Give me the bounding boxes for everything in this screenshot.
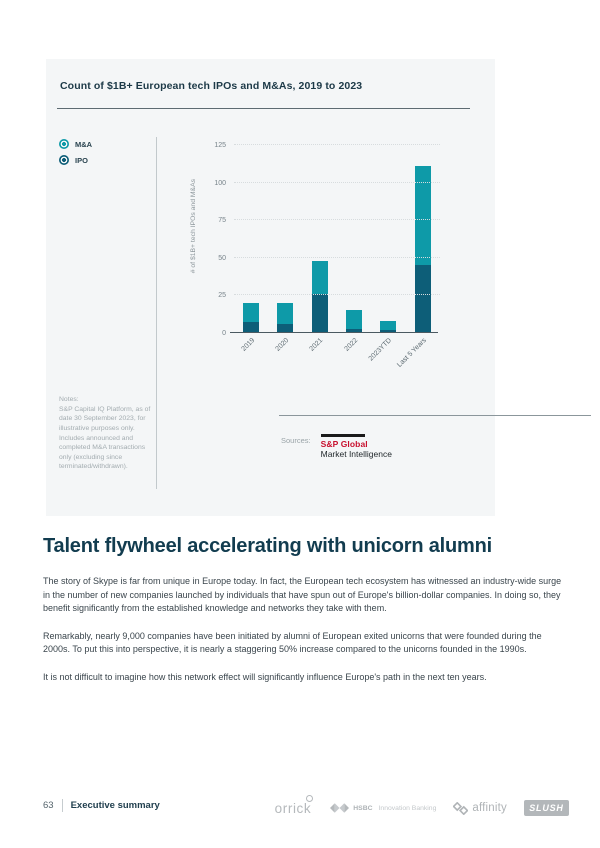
gridline bbox=[234, 294, 440, 295]
orrick-logo-text: orrick bbox=[274, 800, 312, 816]
notes-body: S&P Capital IQ Platform, as of date 30 September 2023, for illustrative purposes only. Includes announced and completed M&A transactions only (excluding since terminated/withdrawn). bbox=[59, 405, 151, 471]
page-number: 63 bbox=[43, 800, 54, 811]
bars-row bbox=[234, 145, 440, 369]
gridline bbox=[234, 144, 440, 145]
sources-rule bbox=[279, 415, 591, 416]
chart-notes bbox=[59, 395, 153, 472]
affinity-mark-icon bbox=[453, 802, 468, 815]
bar-segment-IPO bbox=[415, 265, 431, 333]
y-tick-label: 100 bbox=[214, 179, 226, 187]
sp-global-logo-name: S&P Global bbox=[320, 438, 368, 449]
bar-slot bbox=[303, 145, 337, 353]
x-tick-label: 2021 bbox=[308, 337, 325, 353]
bar-slot bbox=[367, 145, 405, 363]
y-axis-ticks bbox=[204, 142, 230, 337]
y-tick-label: 75 bbox=[218, 217, 226, 225]
stacked-bar-2020 bbox=[277, 303, 293, 333]
body-paragraph: The story of Skype is far from unique in Europe today. In fact, the European tech ecosystem has witnessed an industry-wide surge in the number of new companies launched by individuals that have spun out of Europe's billion-dollar companies. In doing so, they benefit significantly from the established knowledge and networks they take with them. bbox=[43, 576, 562, 613]
x-tick-label: 2023YTD bbox=[367, 337, 394, 363]
sp-global-logo-bar bbox=[321, 434, 365, 437]
y-tick-label: 25 bbox=[218, 292, 226, 300]
chart-card bbox=[46, 59, 495, 516]
chart-region bbox=[157, 59, 495, 516]
bar-slot bbox=[395, 145, 439, 369]
x-tick-label: 2020 bbox=[274, 337, 291, 353]
bar-slot bbox=[337, 145, 371, 353]
legend-label: M&A bbox=[75, 139, 93, 149]
gridline bbox=[234, 219, 440, 220]
legend-marker-icon bbox=[59, 155, 69, 165]
stacked-bar-2022 bbox=[346, 310, 362, 333]
main-content bbox=[43, 533, 564, 698]
y-tick-label: 50 bbox=[218, 254, 226, 262]
bar-segment-M&A bbox=[277, 303, 293, 324]
footer-logos bbox=[275, 793, 569, 823]
sp-global-logo bbox=[321, 434, 392, 459]
section-heading: Talent flywheel accelerating with unicorn alumni bbox=[43, 535, 493, 557]
slush-logo bbox=[524, 800, 569, 816]
legend-item-IPO bbox=[59, 155, 92, 165]
x-tick-label: 2019 bbox=[240, 337, 257, 353]
legend-item-M&A bbox=[59, 139, 92, 149]
gridline bbox=[234, 257, 440, 258]
slush-logo-text: SLUSH bbox=[529, 803, 564, 813]
bar-segment-M&A bbox=[243, 303, 259, 323]
x-tick-label: Last 5 Years bbox=[395, 337, 428, 369]
affinity-logo-text: affinity bbox=[472, 802, 507, 814]
footer-divider bbox=[62, 799, 63, 812]
legend-marker-icon bbox=[59, 139, 69, 149]
y-axis-label: # of $1B+ tech IPOs and M&As bbox=[190, 179, 197, 274]
bar-slot bbox=[268, 145, 302, 353]
hsbc-logo bbox=[330, 802, 436, 814]
stacked-bar-2019 bbox=[243, 303, 259, 333]
hsbc-hexagon-icon bbox=[330, 802, 349, 814]
chart-legend bbox=[59, 139, 92, 171]
bar-segment-M&A bbox=[346, 310, 362, 328]
affinity-logo bbox=[453, 802, 507, 815]
sources-label: Sources: bbox=[281, 436, 311, 445]
hsbc-logo-text: HSBC bbox=[353, 804, 373, 812]
x-tick-label: 2022 bbox=[343, 337, 359, 353]
sp-global-logo-subname: Market Intelligence bbox=[320, 448, 392, 459]
bar-slot bbox=[234, 145, 268, 353]
legend-label: IPO bbox=[75, 155, 88, 165]
gridline bbox=[234, 182, 440, 183]
x-axis-line bbox=[230, 332, 438, 333]
notes-title: Notes: bbox=[59, 396, 79, 403]
sources-row bbox=[281, 434, 392, 459]
bar-segment-IPO bbox=[312, 294, 328, 333]
chart-title: Count of $1B+ European tech IPOs and M&As, 2019 to 2023 bbox=[60, 80, 363, 92]
orrick-logo bbox=[275, 801, 314, 816]
bar-segment-M&A bbox=[380, 321, 396, 330]
y-tick-label: 0 bbox=[222, 330, 226, 337]
bar-segment-M&A bbox=[312, 261, 328, 294]
footer-left bbox=[43, 799, 160, 812]
footer-section-label: Executive summary bbox=[70, 800, 160, 811]
body-paragraph: Remarkably, nearly 9,000 companies have been initiated by alumni of European exited unicorns that were founded during the 2000s. To put this into perspective, it is nearly a staggering 50% increase compared to the unicorns founded in the 1990s. bbox=[43, 630, 542, 654]
stacked-bar-2021 bbox=[312, 261, 328, 333]
plot-area bbox=[190, 142, 440, 369]
orrick-ring-icon bbox=[306, 795, 313, 802]
body-paragraph: It is not difficult to imagine how this network effect will significantly influence Europe's path in the next ten years. bbox=[43, 671, 487, 682]
y-tick-label: 125 bbox=[214, 142, 226, 149]
stacked-bar-Last 5 Years bbox=[415, 166, 431, 333]
page-footer bbox=[0, 793, 600, 823]
hsbc-logo-subtext: Innovation Banking bbox=[378, 804, 437, 812]
